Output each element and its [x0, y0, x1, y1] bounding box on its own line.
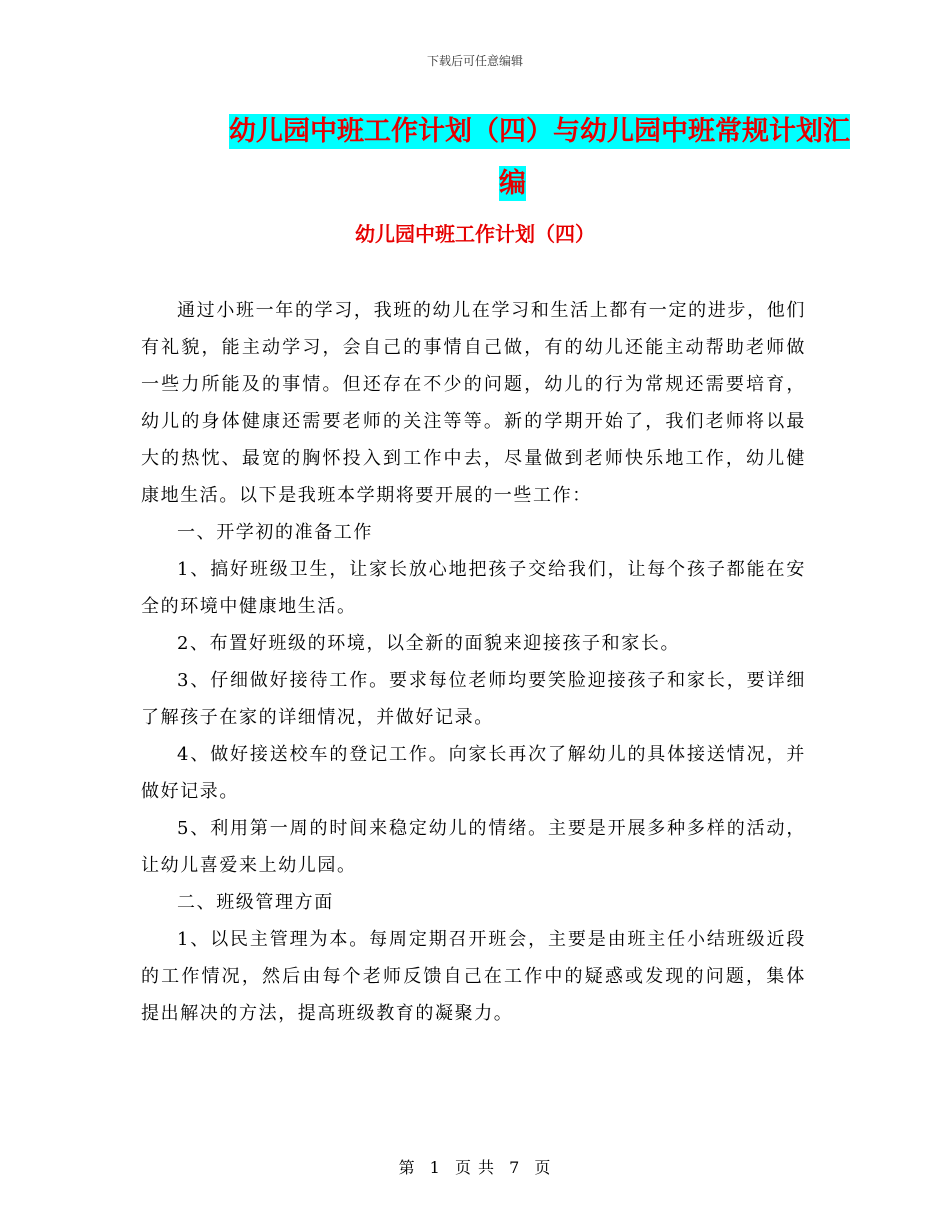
footer-suffix: 页: [534, 1158, 552, 1177]
paragraph-item: 3、仔细做好接待工作。要求每位老师均要笑脸迎接孩子和家长，要详细了解孩子在家的详细情况，并做好记录。: [141, 670, 806, 728]
current-page-number: 1: [429, 1158, 441, 1177]
heading-class-management: 二、班级管理方面: [177, 892, 334, 913]
section-title: 幼儿园中班工作计划（四）: [355, 222, 595, 246]
page-header: 下载后可任意编辑: [426, 54, 523, 68]
paragraph-item: 1、以民主管理为本。每周定期召开班会，主要是由班主任小结班级近段的工作情况，然后由每个老师反馈自己在工作中的疑惑或发现的问题，集体提出解决的方法，提高班级教育的凝聚力。: [141, 929, 806, 1024]
title-line-1: 幼儿园中班工作计划（四）与幼儿园中班常规计划汇: [229, 116, 850, 147]
total-pages: 7: [509, 1158, 521, 1177]
document-title: [150, 106, 850, 210]
paragraph-item: 2、布置好班级的环境，以全新的面貌来迎接孩子和家长。: [177, 633, 681, 654]
paragraph-item: 4、做好接送校车的登记工作。向家长再次了解幼儿的具体接送情况，并做好记录。: [141, 744, 806, 802]
paragraph-item: 5、利用第一周的时间来稳定幼儿的情绪。主要是开展多种多样的活动，让幼儿喜爱来上幼儿园。: [141, 818, 806, 876]
paragraph-intro: 通过小班一年的学习，我班的幼儿在学习和生活上都有一定的进步，他们有礼貌，能主动学习，会自己的事情自己做，有的幼儿还能主动帮助老师做一些力所能及的事情。但还存在不少的问题，幼儿的行为常规还需要培育，幼儿的身体健康还需要老师的关注等等。新的学期开始了，我们老师将以最大的热忱、最宽的胸怀投入到工作中去，尽量做到老师快乐地工作，幼儿健康地生活。以下是我班本学期将要开展的一些工作：: [141, 300, 806, 506]
footer-middle: 页 共: [454, 1158, 496, 1177]
document-body: [141, 292, 806, 1032]
heading-preparation: 一、开学初的准备工作: [177, 522, 373, 543]
paragraph-item: 1、搞好班级卫生，让家长放心地把孩子交给我们，让每个孩子都能在安全的环境中健康地生活。: [141, 559, 806, 617]
title-line-2: 编: [499, 168, 526, 199]
footer-prefix: 第: [398, 1158, 416, 1177]
page-footer: [0, 1155, 950, 1178]
